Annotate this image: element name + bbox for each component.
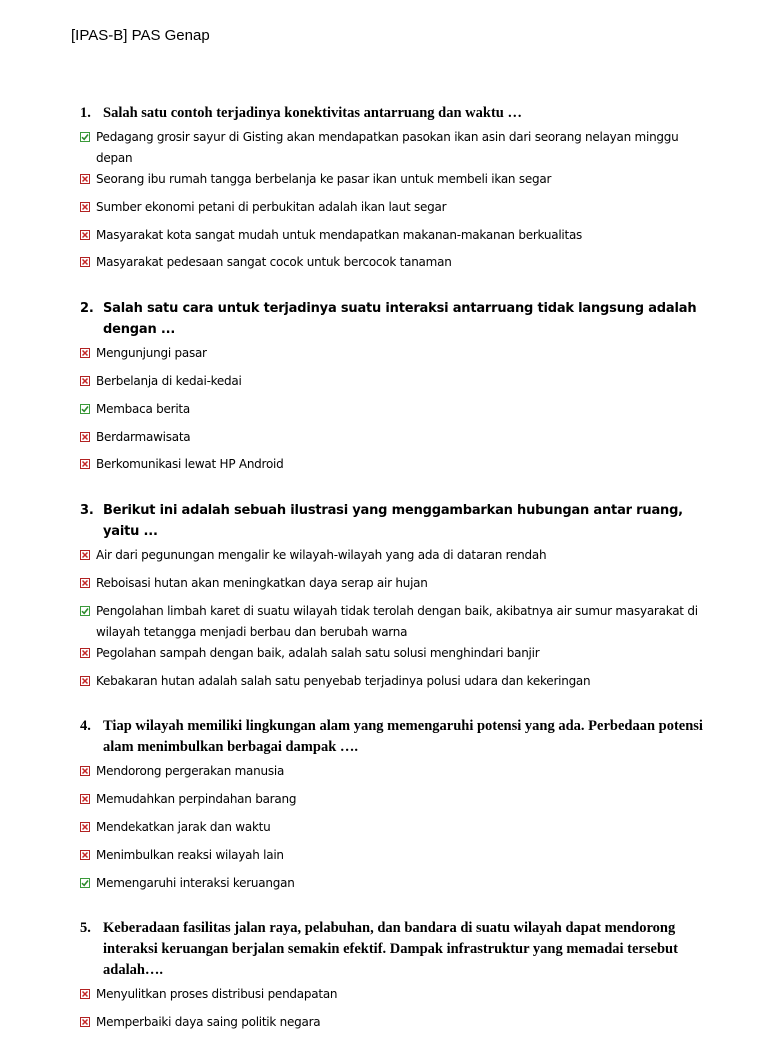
option-text: Masyarakat pedesaan sangat cocok untuk bercocok tanaman bbox=[96, 255, 452, 270]
answer-option[interactable] bbox=[0, 169, 768, 197]
question-2 bbox=[0, 298, 768, 482]
checkbox-checked-icon bbox=[80, 878, 90, 888]
question-list bbox=[0, 103, 768, 1058]
option-text: Pegolahan sampah dengan baik, adalah salah satu solusi menghindari banjir bbox=[96, 645, 540, 660]
checkbox-checked-icon bbox=[80, 132, 90, 142]
question-text: Salah satu cara untuk terjadinya suatu interaksi antarruang tidak langsung adalah dengan ... bbox=[103, 301, 697, 338]
option-text: Mendorong pergerakan manusia bbox=[96, 764, 285, 779]
option-text: Menyulitkan proses distribusi pendapatan bbox=[96, 987, 338, 1002]
question-text: Tiap wilayah memiliki lingkungan alam yang memengaruhi potensi yang ada. Perbedaan potensi alam menimbulkan berbagai dampak …. bbox=[103, 718, 703, 756]
checkbox-checked-icon bbox=[80, 606, 90, 616]
question-heading bbox=[0, 500, 768, 542]
option-text: Berkomunikasi lewat HP Android bbox=[96, 457, 284, 472]
question-heading bbox=[0, 716, 768, 758]
option-text: Membaca berita bbox=[96, 401, 190, 416]
checkbox-x-icon bbox=[80, 989, 90, 999]
checkbox-x-icon bbox=[80, 257, 90, 267]
checkbox-x-icon bbox=[80, 348, 90, 358]
option-text: Berbelanja di kedai-kedai bbox=[96, 373, 242, 388]
option-text: Berdarmawisata bbox=[96, 429, 191, 444]
checkbox-x-icon bbox=[80, 1017, 90, 1027]
option-text: Pedagang grosir sayur di Gisting akan mendapatkan pasokan ikan asin dari seorang nelayan minggu depan bbox=[96, 130, 679, 165]
checkbox-x-icon bbox=[80, 766, 90, 776]
checkbox-x-icon bbox=[80, 432, 90, 442]
answer-option[interactable] bbox=[0, 601, 768, 643]
answer-option[interactable] bbox=[0, 873, 768, 901]
answer-option[interactable] bbox=[0, 225, 768, 253]
answer-option[interactable] bbox=[0, 1012, 768, 1040]
answer-option[interactable] bbox=[0, 454, 768, 482]
checkbox-x-icon bbox=[80, 550, 90, 560]
option-text: Mendekatkan jarak dan waktu bbox=[96, 819, 271, 834]
answer-option[interactable] bbox=[0, 984, 768, 1012]
question-3 bbox=[0, 500, 768, 698]
checkbox-x-icon bbox=[80, 202, 90, 212]
question-number: 1. bbox=[80, 105, 91, 121]
answer-option[interactable] bbox=[0, 343, 768, 371]
checkbox-x-icon bbox=[80, 376, 90, 386]
answer-option[interactable] bbox=[0, 371, 768, 399]
option-text: Mengunjungi pasar bbox=[96, 346, 207, 361]
answer-option[interactable] bbox=[0, 789, 768, 817]
checkbox-x-icon bbox=[80, 794, 90, 804]
option-text: Seorang ibu rumah tangga berbelanja ke pasar ikan untuk membeli ikan segar bbox=[96, 172, 552, 186]
checkbox-x-icon bbox=[80, 850, 90, 860]
question-number: 2. bbox=[80, 301, 94, 317]
answer-option[interactable] bbox=[0, 761, 768, 789]
answer-option[interactable] bbox=[0, 127, 768, 169]
answer-option[interactable] bbox=[0, 545, 768, 573]
checkbox-x-icon bbox=[80, 822, 90, 832]
checkbox-x-icon bbox=[80, 230, 90, 240]
question-heading bbox=[0, 918, 768, 981]
checkbox-x-icon bbox=[80, 578, 90, 588]
question-number: 4. bbox=[80, 718, 91, 735]
question-text: Keberadaan fasilitas jalan raya, pelabuhan, dan bandara di suatu wilayah dapat mendorong interaksi keruangan berjalan semakin efektif. Dampak infrastruktur yang memadai tersebut adalah…. bbox=[103, 920, 678, 979]
question-number: 5. bbox=[80, 920, 91, 937]
answer-option[interactable] bbox=[0, 197, 768, 225]
answer-option[interactable] bbox=[0, 573, 768, 601]
question-heading bbox=[0, 103, 768, 124]
option-text: Memudahkan perpindahan barang bbox=[96, 792, 297, 807]
question-text: Salah satu contoh terjadinya konektivitas antarruang dan waktu … bbox=[103, 105, 522, 121]
option-text: Memengaruhi interaksi keruangan bbox=[96, 875, 295, 890]
option-text: Memperbaiki daya saing politik negara bbox=[96, 1015, 321, 1030]
option-text: Reboisasi hutan akan meningkatkan daya serap air hujan bbox=[96, 575, 428, 590]
question-5 bbox=[0, 918, 768, 1040]
checkbox-x-icon bbox=[80, 174, 90, 184]
question-number: 3. bbox=[80, 503, 94, 519]
answer-option[interactable] bbox=[0, 671, 768, 699]
question-1 bbox=[0, 103, 768, 280]
option-text: Menimbulkan reaksi wilayah lain bbox=[96, 847, 284, 862]
page-title: [IPAS-B] PAS Genap bbox=[71, 27, 210, 44]
checkbox-checked-icon bbox=[80, 404, 90, 414]
option-text: Kebakaran hutan adalah salah satu penyebab terjadinya polusi udara dan kekeringan bbox=[96, 673, 591, 688]
question-text: Berikut ini adalah sebuah ilustrasi yang menggambarkan hubungan antar ruang, yaitu ... bbox=[103, 503, 683, 540]
checkbox-x-icon bbox=[80, 648, 90, 658]
question-4 bbox=[0, 716, 768, 900]
answer-option[interactable] bbox=[0, 845, 768, 873]
option-text: Air dari pegunungan mengalir ke wilayah-wilayah yang ada di dataran rendah bbox=[96, 548, 547, 563]
checkbox-x-icon bbox=[80, 459, 90, 469]
answer-option[interactable] bbox=[0, 817, 768, 845]
answer-option[interactable] bbox=[0, 643, 768, 671]
answer-option[interactable] bbox=[0, 252, 768, 280]
answer-option[interactable] bbox=[0, 399, 768, 427]
question-heading bbox=[0, 298, 768, 340]
option-text: Sumber ekonomi petani di perbukitan adalah ikan laut segar bbox=[96, 199, 447, 214]
checkbox-x-icon bbox=[80, 676, 90, 686]
option-text: Pengolahan limbah karet di suatu wilayah tidak terolah dengan baik, akibatnya air sumur masyarakat di wilayah tetangga menjadi berbau dan berubah warna bbox=[96, 603, 698, 639]
answer-option[interactable] bbox=[0, 427, 768, 455]
option-text: Masyarakat kota sangat mudah untuk mendapatkan makanan-makanan berkualitas bbox=[96, 227, 583, 242]
